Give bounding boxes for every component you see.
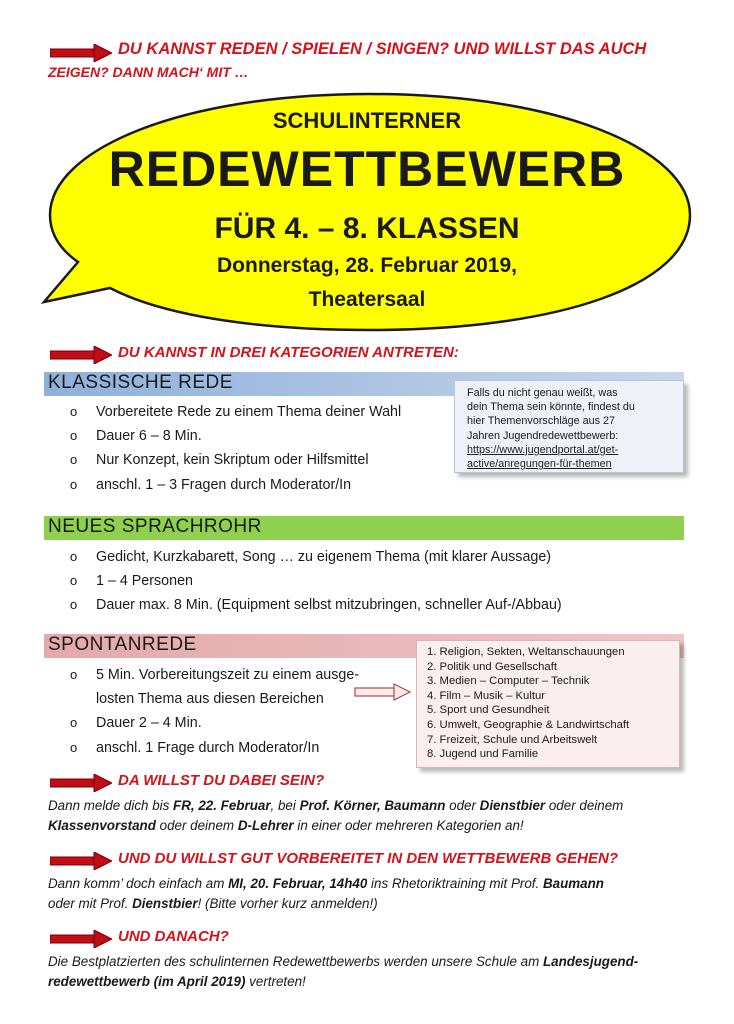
info-text-line: Jahren Jugendredewettbewerb: (467, 429, 619, 442)
list-item: o Dauer 6 – 8 Min. (70, 424, 450, 448)
danach-heading: UND DANACH? (118, 928, 229, 945)
list-item: o Vorbereitete Rede zu einem Thema deiner Wahl (70, 400, 450, 424)
klassisch-list (70, 400, 450, 497)
dabei-paragraph: Dann melde dich bis FR, 22. Februar, bei Prof. Körner, Baumann oder Dienstbier oder deinem Klassenvorstand oder deinem D-Lehrer in einer oder mehreren Kategorien an! (48, 798, 624, 833)
vorbereitet-heading: UND DU WILLST GUT VORBEREITET IN DEN WETTBEWERB GEHEN? (118, 850, 618, 867)
topic-item: 3. Medien – Computer – Technik (427, 675, 590, 688)
outline-arrow-icon (354, 683, 412, 701)
topic-item: 8. Jugend und Familie (427, 748, 539, 761)
list-item: o anschl. 1 Frage durch Moderator/In (70, 736, 410, 760)
list-item: o 5 Min. Vorbereitungszeit zu einem ausge- losten Thema aus diesen Bereichen (70, 663, 410, 711)
bubble-date: Donnerstag, 28. Februar 2019, (217, 254, 517, 277)
red-arrow-icon (50, 774, 112, 792)
list-item: o Dauer 2 – 4 Min. (70, 711, 410, 735)
intro-line-2: ZEIGEN? DANN MACH‘ MIT … (48, 64, 249, 80)
spontan-list (70, 663, 410, 760)
topic-item: 4. Film – Musik – Kultur (427, 689, 546, 702)
bubble-venue: Theatersaal (308, 288, 426, 311)
red-arrow-icon (50, 930, 112, 948)
dabei-heading: DA WILLST DU DABEI SEIN? (118, 772, 325, 789)
topic-item: 5. Sport und Gesundheit (427, 704, 550, 717)
list-item: o Gedicht, Kurzkabarett, Song … zu eigenem Thema (mit klarer Aussage) (70, 545, 690, 569)
info-text-line: hier Themenvorschläge aus 27 (467, 415, 616, 428)
sprachrohr-list (70, 545, 690, 618)
list-item: o Dauer max. 8 Min. (Equipment selbst mitzubringen, schneller Auf-/Abbau) (70, 593, 690, 617)
list-item: o 1 – 4 Personen (70, 569, 690, 593)
bubble-title: REDEWETTBEWERB (108, 141, 626, 197)
topic-list-box (416, 640, 680, 768)
topic-item: 7. Freizeit, Schule und Arbeitswelt (427, 733, 598, 746)
info-box (454, 380, 684, 473)
topic-link[interactable]: https://www.jugendportal.at/get- active/anregungen-für-themen (467, 443, 619, 471)
section-title-klassisch: KLASSISCHE REDE (48, 372, 233, 393)
vorbereitet-paragraph: Dann komm’ doch einfach am MI, 20. Februar, 14h40 ins Rhetoriktraining mit Prof. Baumann oder mit Prof. Dienstbier! (Bitte vorher kurz anmelden!) (48, 876, 604, 911)
bubble-subtitle: SCHULINTERNER (272, 108, 462, 133)
section-title-sprachrohr: NEUES SPRACHROHR (48, 516, 262, 537)
categories-heading: DU KANNST IN DREI KATEGORIEN ANTRETEN: (118, 344, 459, 361)
bubble-classes: FÜR 4. – 8. KLASSEN (214, 212, 520, 245)
danach-paragraph: Die Bestplatzierten des schulinternen Redewettbewerbs werden unsere Schule am Landesjugend- redewettbewerb (im April 2019) vertreten! (48, 954, 639, 989)
red-arrow-icon (50, 346, 112, 364)
list-item: o Nur Konzept, kein Skriptum oder Hilfsmittel (70, 448, 450, 472)
topic-item: 6. Umwelt, Geographie & Landwirtschaft (427, 718, 630, 731)
info-text-line: Falls du nicht genau weißt, was (467, 387, 618, 399)
red-arrow-icon (50, 852, 112, 870)
section-title-spontan: SPONTANREDE (48, 634, 197, 655)
intro-line-1: DU KANNST REDEN / SPIELEN / SINGEN? UND WILLST DAS AUCH (118, 40, 647, 58)
list-item: o anschl. 1 – 3 Fragen durch Moderator/In (70, 473, 450, 497)
topic-item: 1. Religion, Sekten, Weltanschauungen (427, 646, 625, 658)
topic-item: 2. Politik und Gesellschaft (427, 660, 557, 673)
info-text-line: dein Thema sein könnte, findest du (467, 401, 635, 414)
